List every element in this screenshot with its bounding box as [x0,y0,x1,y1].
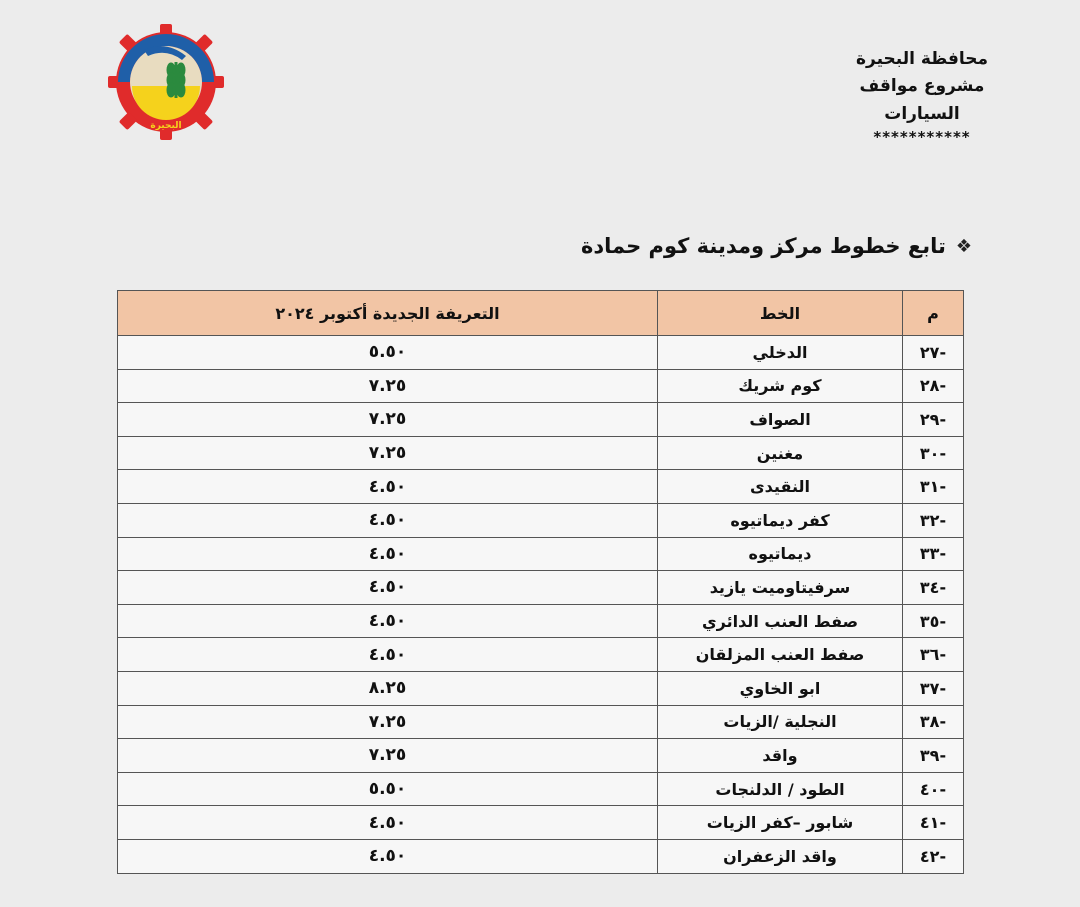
tariff-price: ٧.٢٥ [118,705,658,739]
line-name: واقد [658,739,903,773]
row-number: ٣٥- [903,604,964,638]
row-number: ٣٦- [903,638,964,672]
row-number: ٤١- [903,806,964,840]
logo-emblem-icon [104,20,228,144]
tariff-price: ٧.٢٥ [118,436,658,470]
header-line: الخط [658,291,903,336]
tariff-price: ٧.٢٥ [118,739,658,773]
governorate-name: محافظة البحيرة [855,49,989,69]
table-row [118,671,964,705]
line-name: النجلية /الزيات [658,705,903,739]
table-body [118,336,964,874]
line-name: مغنين [658,436,903,470]
tariff-price: ٤.٥٠ [118,839,658,873]
line-name: واقد الزعفران [658,839,903,873]
tariff-price: ٥.٥٠ [118,336,658,370]
table-row [118,739,964,773]
table-row [118,436,964,470]
row-number: ٣٨- [903,705,964,739]
line-name: ابو الخاوي [658,671,903,705]
line-name: النقيدى [658,470,903,504]
bullet-icon: ❖ [955,235,972,257]
governorate-logo [104,20,228,144]
line-name: الطود / الدلنجات [658,772,903,806]
row-number: ٣٢- [903,503,964,537]
tariff-table [117,290,964,874]
tariff-price: ٤.٥٠ [118,604,658,638]
tariff-price: ٥.٥٠ [118,772,658,806]
table-row [118,503,964,537]
tariff-price: ٤.٥٠ [118,537,658,571]
row-number: ٣٤- [903,571,964,605]
row-number: ٣٣- [903,537,964,571]
table-header-row [118,291,964,336]
table-row [118,604,964,638]
row-number: ٢٨- [903,369,964,403]
document-header [822,46,1022,144]
tariff-price: ٤.٥٠ [118,638,658,672]
row-number: ٣٠- [903,436,964,470]
row-number: ٣٩- [903,739,964,773]
header-price: التعريفة الجديدة أكتوبر ٢٠٢٤ [118,291,658,336]
tariff-price: ٤.٥٠ [118,806,658,840]
table-row [118,470,964,504]
line-name: سرفيتاوميت يازيد [658,571,903,605]
line-name: الدخلي [658,336,903,370]
line-name: صفط العنب المزلقان [658,638,903,672]
table-row [118,839,964,873]
line-name: كوم شريك [658,369,903,403]
tariff-price: ٧.٢٥ [118,369,658,403]
tariff-price: ٤.٥٠ [118,470,658,504]
section-title [581,234,972,258]
line-name: ديماتيوه [658,537,903,571]
line-name: صفط العنب الدائري [658,604,903,638]
table-row [118,369,964,403]
table-row [118,705,964,739]
table-row [118,638,964,672]
table-row [118,806,964,840]
table-row [118,772,964,806]
line-name: الصواف [658,403,903,437]
row-number: ٤٠- [903,772,964,806]
table-row [118,571,964,605]
table-row [118,537,964,571]
row-number: ٤٢- [903,839,964,873]
header-divider: *********** [873,128,971,146]
tariff-price: ٨.٢٥ [118,671,658,705]
table-row [118,336,964,370]
row-number: ٣١- [903,470,964,504]
tariff-price: ٧.٢٥ [118,403,658,437]
section-title-text: تابع خطوط مركز ومدينة كوم حمادة [580,234,946,258]
tariff-price: ٤.٥٠ [118,571,658,605]
line-name: شابور –كفر الزيات [658,806,903,840]
row-number: ٢٩- [903,403,964,437]
table-row [118,403,964,437]
row-number: ٣٧- [903,671,964,705]
project-name: مشروع مواقف السيارات [859,76,985,124]
tariff-price: ٤.٥٠ [118,503,658,537]
header-num: م [903,291,964,336]
line-name: كفر ديماتيوه [658,503,903,537]
row-number: ٢٧- [903,336,964,370]
logo-text: البحيرة [150,121,182,131]
